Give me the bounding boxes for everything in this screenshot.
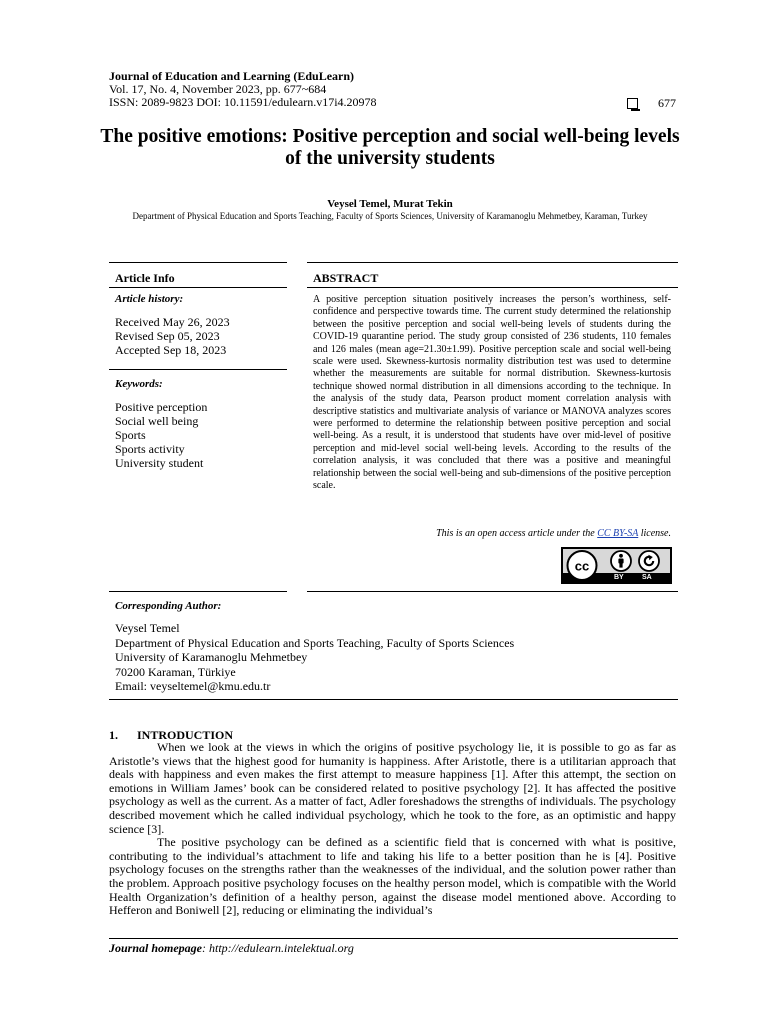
keyword-item: Sports activity	[115, 442, 185, 456]
corr-right-rule	[307, 591, 678, 592]
footer-rule	[109, 938, 678, 939]
article-authors: Veysel Temel, Murat Tekin	[327, 198, 453, 210]
keywords-divider	[109, 369, 287, 370]
section-title: INTRODUCTION	[137, 728, 234, 742]
cc-by-label: BY	[614, 574, 624, 581]
oa-prefix: This is an open access article under the	[436, 528, 598, 539]
journal-footer	[109, 941, 354, 956]
history-heading: Article history:	[115, 293, 184, 305]
footer-url[interactable]: : http://edulearn.intelektual.org	[202, 941, 354, 955]
corresponding-details	[115, 621, 514, 694]
cc-license-badge[interactable]	[561, 547, 672, 584]
cc-by-sa-link[interactable]: CC BY-SA	[597, 528, 639, 539]
svg-text:cc: cc	[574, 558, 590, 574]
corr-department: Department of Physical Education and Sports Teaching, Faculty of Sports Sciences	[115, 635, 515, 650]
corr-email: Email: veyseltemel@kmu.edu.tr	[115, 679, 271, 694]
abstract-heading: ABSTRACT	[313, 271, 379, 285]
keywords-heading: Keywords:	[115, 378, 163, 390]
share-alike-icon	[638, 550, 660, 572]
info-top-rule	[109, 262, 287, 263]
corr-bottom-rule	[109, 699, 678, 700]
corresponding-heading: Corresponding Author:	[115, 600, 222, 612]
journal-title: Journal of Education and Learning (EduLearn)	[109, 69, 355, 83]
keyword-item: Positive perception	[115, 400, 208, 414]
corr-left-rule	[109, 591, 287, 592]
intro-paragraph-2: The positive psychology can be defined as a scientific field that is concerned with what is positive, contributing to the individual’s attachment to life and taking his life to a better position than he is [4]. Positive psychology focuses on the strengths rather than the weaknesses of the individual, and the solution power rather than the problem. Approach positive psychology focuses on the healthy person model, which is compatible with the World Health Organization’s definition of a healthy person, against the disease model mentioned above. According to Hefferon and Boniwell [2], reducing or eliminating the individual’s	[109, 835, 676, 918]
intro-paragraph-1: When we look at the views in which the origins of positive psychology lie, it is possible to go as far as Aristotle’s views that the highest good for humanity is happiness. After Aristotle, there is a utilitarian approach that deals with happiness and even makes the first attempt to measure happiness [1]. After this attempt, the section on emotions in William James’ book can be considered related to positive psychology [2]. It has affected the positive psychology as well as the current. As a matter of fact, Adler foreshadows the strengths of individuals. The psychology described movement which he called individual psychology, which he took to the fore, as an optimistic and happy science [3].	[109, 740, 676, 836]
section-number: 1.	[109, 728, 118, 742]
history-received: Received May 26, 2023	[115, 315, 230, 329]
issn-doi: ISSN: 2089-9823 DOI: 10.11591/edulearn.v17i4.20978	[109, 95, 377, 109]
article-title: The positive emotions: Positive perception and social well-being levels of the university students	[100, 126, 680, 169]
corr-name: Veysel Temel	[115, 621, 180, 635]
history-accepted: Accepted Sep 18, 2023	[115, 343, 227, 357]
volume-line: Vol. 17, No. 4, November 2023, pp. 677~684	[109, 82, 327, 96]
cc-sa-label: SA	[642, 574, 652, 581]
journal-header	[109, 70, 377, 109]
info-divider	[109, 287, 287, 288]
author-affiliation: Department of Physical Education and Sports Teaching, Faculty of Sports Sciences, University of Karamanoglu Mehmetbey, Karaman, Turkey	[132, 211, 648, 221]
abstract-divider	[307, 287, 678, 288]
abstract-top-rule	[307, 262, 678, 263]
corr-address: 70200 Karaman, Türkiye	[115, 664, 236, 679]
keywords-list	[115, 400, 207, 470]
history-revised: Revised Sep 05, 2023	[115, 329, 220, 343]
corr-university: University of Karamanoglu Mehmetbey	[115, 650, 308, 665]
cc-logo-icon	[565, 550, 599, 581]
page-number: 677	[658, 96, 676, 110]
open-access-note	[436, 528, 671, 539]
keyword-item: Social well being	[115, 414, 199, 428]
page-number-area	[627, 96, 676, 111]
article-info-heading: Article Info	[115, 271, 175, 285]
intro-body	[109, 741, 676, 918]
attribution-icon	[610, 550, 632, 572]
history-list	[115, 315, 230, 357]
oa-suffix: license.	[638, 528, 671, 539]
keyword-item: University student	[115, 456, 204, 470]
keyword-item: Sports	[115, 428, 146, 442]
abstract-text: A positive perception situation positively increases the person’s worthiness, self-confidence and perspective towards time. The current study determined the relationship between the positive perception and social well-being levels of students during the COVID-19 quarantine period. The study group consisted of 236 students, 110 females and 126 males (mean age=21.30±1.99). Positive perception scale and social well-being scale were used. Skewness-kurtosis normality distribution test was used to determine whether the measurements are suitable for normal distribution. Skewness-kurtosis technique showed normal distribution in all dimensions according to the technique. In the analysis of the study data, Pearson product moment correlation analysis with descriptive statistics and multivariate analysis of variance or MANOVA analyzes scores were performed to determine the relationship between positive perception and social well-being. As a result, it is understood that students have over mid-level of positive perception and mid-level social well-being levels. According to the results of the correlation analysis, it was concluded that there was a positive and meaningful relationship between the social well-being and sub-dimensions of the positive perception scale.	[313, 294, 671, 492]
square-bullet-icon	[627, 98, 638, 109]
footer-label: Journal homepage	[109, 941, 203, 955]
